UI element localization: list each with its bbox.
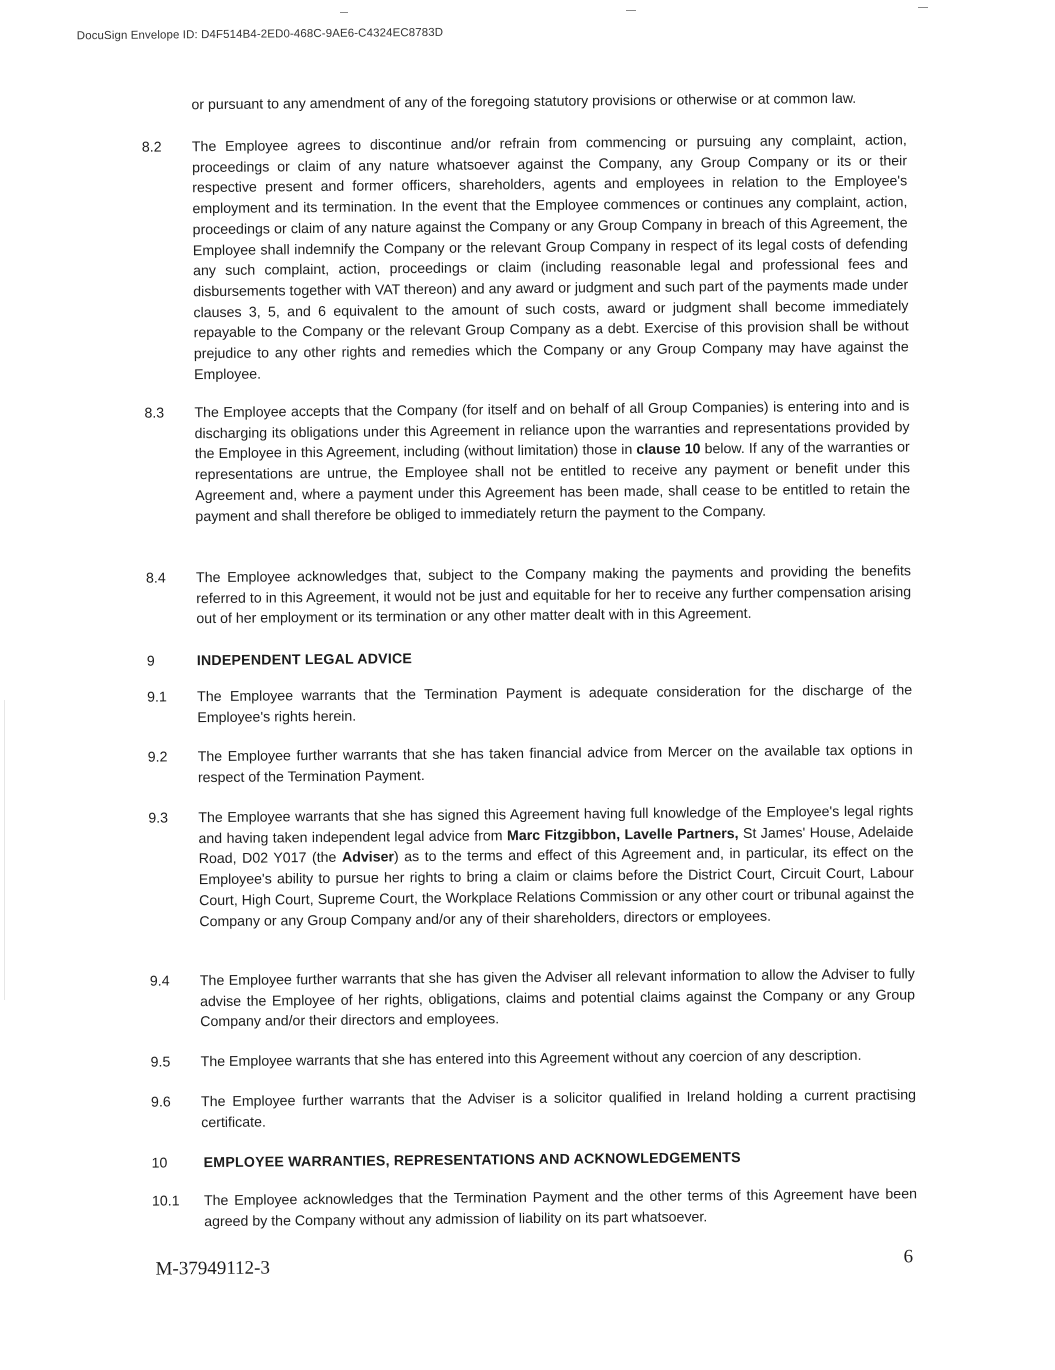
adviser-name: Marc Fitzgibbon, Lavelle Partners, — [506, 825, 739, 844]
page-number: 6 — [903, 1246, 914, 1268]
clause-text: The Employee accepts that the Company (for itself and on behalf of all Group Companies) is entering into and is discharging its obligations under this Agreement in reliance upon the warranties and representations provided by the Employee in this Agreement, including (without limitation) those in clause 10 below. If any of the warranties or representations are untrue, the Employee shall not be entitled to receive any payment or benefit under this Agreement and, where a payment under this Agreement has been made, shall cease to be entitled to retain the payment and shall therefore be obliged to immediately return the payment to the Company. — [194, 398, 911, 525]
defined-term: Adviser — [341, 849, 395, 867]
clause-number: 9.5 — [150, 1054, 171, 1071]
clause-reference: clause 10 — [636, 441, 701, 459]
clause-text: The Employee further warrants that she has given the Adviser all relevant information to allow the Adviser to fully advise the Employee of her rights, obligations, claims and potential claims against the Company or any Group Company and/or their directors and employees. — [199, 966, 916, 1031]
envelope-id: DocuSign Envelope ID: D4F514B4-2ED0-468C-9AE6-C4324EC8783D — [76, 26, 444, 43]
section-number: 9 — [146, 653, 155, 670]
scan-speck — [918, 7, 928, 8]
clause-number: 9.1 — [147, 689, 167, 706]
section-number: 10 — [151, 1155, 168, 1172]
intro-paragraph: or pursuant to any amendment of any of the foregoing statutory provisions or otherwise or at common law. — [191, 90, 857, 114]
clause-number: 10.1 — [151, 1193, 180, 1210]
clause-text: The Employee warrants that she has entered into this Agreement without any coercion of any description. — [200, 1047, 862, 1071]
clause-number: 9.2 — [147, 749, 168, 766]
clause-8-4 — [146, 561, 912, 630]
section-heading-9 — [147, 644, 912, 672]
clause-text: The Employee further warrants that the Adviser is a solicitor qualified in Ireland holding a current practising certificate. — [200, 1087, 917, 1131]
clause-text: The Employee further warrants that she has taken financial advice from Mercer on the available tax options in respect of the Termination Payment. — [197, 742, 913, 786]
clause-text: The Employee warrants that the Termination Payment is adequate consideration for the discharge of the Employee's rights herein. — [197, 682, 913, 726]
document-reference: M-37949112-3 — [155, 1257, 271, 1280]
clause-number: 9.3 — [148, 810, 169, 827]
scan-edge — [4, 700, 5, 1000]
clause-number: 9.6 — [150, 1094, 171, 1111]
scan-speck — [340, 12, 348, 13]
clause-8-2 — [142, 130, 909, 386]
clause-9-4 — [150, 964, 916, 1033]
clause-9-6 — [151, 1085, 916, 1134]
section-title: EMPLOYEE WARRANTIES, REPRESENTATIONS AND ACKNOWLEDGEMENTS — [203, 1149, 741, 1172]
clause-9-1 — [147, 680, 912, 729]
clause-number: 8.2 — [141, 139, 162, 156]
clause-number: 8.3 — [144, 405, 165, 422]
clause-8-3 — [144, 396, 910, 528]
clause-number: 9.4 — [149, 973, 170, 990]
clause-9-2 — [148, 740, 913, 789]
clause-text: The Employee acknowledges that the Termination Payment and the other terms of this Agreement have been agreed by the Company without any admission of liability on its part whatsoever. — [203, 1186, 918, 1230]
section-title: INDEPENDENT LEGAL ADVICE — [196, 651, 413, 670]
clause-text: The Employee warrants that she has signed this Agreement having full knowledge of the Employee's legal rights and having taken independent legal advice from Marc Fitzgibbon, Lavelle Partners, St James' House, Adelaide Road, D02 Y017 (the Adviser) as to the terms and effect of this Agreement and, in particular, its effect on the Employee's ability to pursue her rights to bring a claim or claims before the District Court, Circuit Court, Labour Court, High Court, Supreme Court, the Workplace Relations Commission or any other court or tribunal against the Company or any Group Company and/or any of their shareholders, directors or employees. — [198, 803, 915, 930]
clause-10-1 — [152, 1184, 917, 1233]
clause-text: The Employee acknowledges that, subject to the Company making the payments and providing the benefits referred to in this Agreement, it would not be just and equitable for her to receive any further compensation arising out of her employment or its termination or any other matter dealt with in this Agreement. — [195, 563, 912, 628]
clause-text: The Employee agrees to discontinue and/or refrain from commencing or pursuing any complaint, action, proceedings or claim of any nature whatsoever against the Company, any Group Company or its or their respective present and former officers, shareholders, agents and employees in relation to the Employee's employment and its termination. In the event that the Employee commences or continues any complaint, action, proceedings or claim of any nature against the Company or any Group Company in breach of this Agreement, the Employee shall indemnify the Company or the relevant Group Company in respect of its legal costs of defending any such complaint, action, proceedings or claim (including reasonable legal and professional fees and disbursements together with VAT thereon) and any award or judgment and such part of the payments made under clauses 3, 5, and 6 equivalent to the amount of such costs, award or judgment shall become immediately repayable to the Company or the relevant Group Company as a debt. Exercise of this provision shall be without prejudice to any other rights and remedies which the Company or any Group Company may have against the Employee. — [191, 132, 909, 383]
section-heading-10 — [152, 1146, 917, 1174]
scan-speck — [626, 10, 636, 11]
clause-number: 8.4 — [145, 570, 166, 587]
clause-9-5 — [151, 1045, 916, 1073]
clause-9-3 — [148, 801, 914, 933]
